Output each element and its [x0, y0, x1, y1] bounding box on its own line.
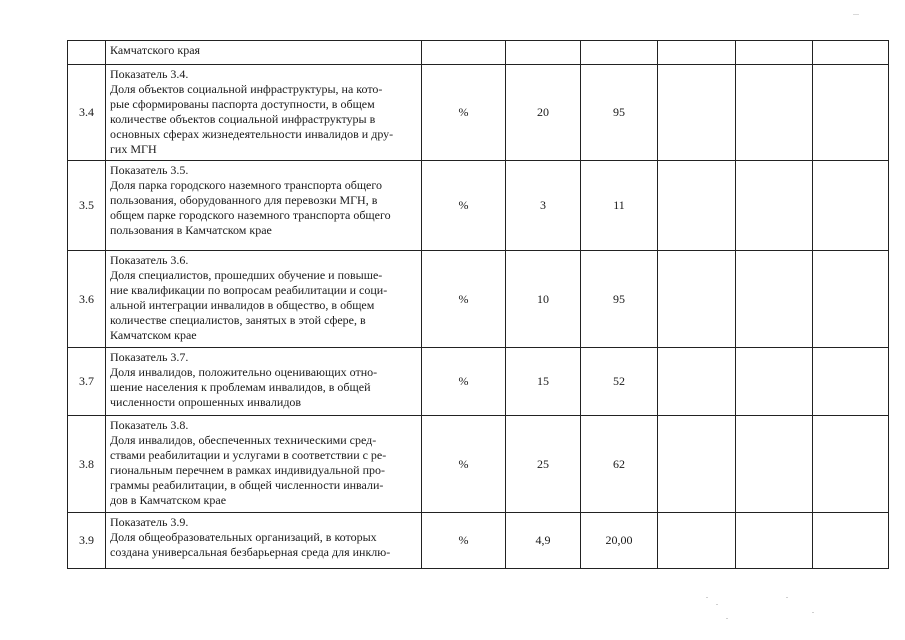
table-row: [68, 65, 889, 161]
indicator-text-line: численности опрошенных инвалидов: [110, 395, 302, 409]
indicator-description: [106, 513, 422, 569]
indicator-text-line: ствами реабилитации и услугами в соответствии с ре-: [110, 448, 387, 462]
scan-speck: [786, 597, 788, 598]
table-row: [68, 416, 889, 513]
indicator-text-line: количестве объектов социальной инфраструктуры в: [110, 112, 376, 126]
empty-value-cell: [736, 65, 813, 161]
empty-value-cell: [736, 416, 813, 513]
indicator-text-line: количестве специалистов, занятых в этой сфере, в: [110, 313, 366, 327]
scan-speck: [706, 597, 708, 598]
indicator-text-line: альной интеграции инвалидов в общество, в общем: [110, 298, 375, 312]
indicator-description: [106, 41, 422, 65]
indicator-description: [106, 348, 422, 416]
base-value-cell: 20: [506, 65, 581, 161]
indicator-text-line: общем парке городского наземного транспорта общего: [110, 208, 391, 222]
indicator-text-line: создана универсальная безбарьерная среда для инклю-: [110, 545, 391, 559]
scan-speck: [716, 604, 718, 605]
target-value-cell: 20,00: [581, 513, 658, 569]
row-number: 3.9: [68, 513, 106, 569]
unit-cell: %: [422, 161, 506, 251]
indicator-text-line: гиональным перечнем в рамках индивидуальной про-: [110, 463, 386, 477]
indicator-text-line: Доля объектов социальной инфраструктуры, на кото-: [110, 82, 383, 96]
indicator-text-line: пользования в Камчатском крае: [110, 223, 272, 237]
target-value-cell: 52: [581, 348, 658, 416]
empty-value-cell: [736, 161, 813, 251]
indicator-description: [106, 161, 422, 251]
table-row: [68, 348, 889, 416]
empty-value-cell: [813, 416, 889, 513]
indicator-title: Показатель 3.4.: [110, 67, 189, 81]
empty-value-cell: [736, 348, 813, 416]
indicator-description: [106, 251, 422, 348]
unit-cell: %: [422, 251, 506, 348]
empty-value-cell: [658, 416, 736, 513]
empty-value-cell: [813, 41, 889, 65]
target-value-cell: 11: [581, 161, 658, 251]
indicator-text-line: Камчатского края: [110, 43, 201, 57]
indicator-text-line: Доля инвалидов, обеспеченных техническими сред-: [110, 433, 377, 447]
indicator-title: Показатель 3.5.: [110, 163, 189, 177]
target-value-cell: [581, 41, 658, 65]
indicator-title: Показатель 3.8.: [110, 418, 189, 432]
indicator-description: [106, 65, 422, 161]
indicator-text-line: ние квалификации по вопросам реабилитации и соци-: [110, 283, 388, 297]
empty-value-cell: [658, 348, 736, 416]
indicator-text-line: рые сформированы паспорта доступности, в общем: [110, 97, 375, 111]
target-value-cell: 95: [581, 251, 658, 348]
empty-value-cell: [658, 513, 736, 569]
unit-cell: %: [422, 416, 506, 513]
row-number: [68, 41, 106, 65]
target-value-cell: 95: [581, 65, 658, 161]
indicator-text-line: пользования, оборудованного для перевозки МГН, в: [110, 193, 378, 207]
empty-value-cell: [658, 251, 736, 348]
indicator-text-line: Камчатском крае: [110, 328, 197, 342]
row-number: 3.8: [68, 416, 106, 513]
indicator-text-line: граммы реабилитации, в общей численности инвали-: [110, 478, 384, 492]
row-number: 3.5: [68, 161, 106, 251]
indicator-description: [106, 416, 422, 513]
unit-cell: %: [422, 65, 506, 161]
empty-value-cell: [736, 41, 813, 65]
indicator-text-line: Доля инвалидов, положительно оценивающих отно-: [110, 365, 378, 379]
target-value-cell: 62: [581, 416, 658, 513]
table-row: [68, 41, 889, 65]
table-row: [68, 161, 889, 251]
indicator-text-line: Доля специалистов, прошедших обучение и повыше-: [110, 268, 383, 282]
empty-value-cell: [658, 65, 736, 161]
unit-cell: [422, 41, 506, 65]
unit-cell: %: [422, 348, 506, 416]
base-value-cell: 25: [506, 416, 581, 513]
empty-value-cell: [736, 251, 813, 348]
empty-value-cell: [658, 161, 736, 251]
indicator-text-line: Доля парка городского наземного транспорта общего: [110, 178, 383, 192]
indicator-text-line: шение населения к проблемам инвалидов, в общей: [110, 380, 371, 394]
empty-value-cell: [813, 65, 889, 161]
indicator-title: Показатель 3.7.: [110, 350, 189, 364]
empty-value-cell: [813, 348, 889, 416]
base-value-cell: 15: [506, 348, 581, 416]
row-number: 3.7: [68, 348, 106, 416]
base-value-cell: [506, 41, 581, 65]
empty-value-cell: [658, 41, 736, 65]
empty-value-cell: [813, 251, 889, 348]
indicator-text-line: гих МГН: [110, 142, 157, 156]
indicator-table: [67, 40, 889, 569]
base-value-cell: 3: [506, 161, 581, 251]
row-number: 3.4: [68, 65, 106, 161]
scan-mark: [853, 14, 859, 15]
empty-value-cell: [813, 513, 889, 569]
scan-speck: [812, 612, 814, 613]
row-number: 3.6: [68, 251, 106, 348]
base-value-cell: 4,9: [506, 513, 581, 569]
unit-cell: %: [422, 513, 506, 569]
indicator-title: Показатель 3.9.: [110, 515, 189, 529]
table-row: [68, 251, 889, 348]
indicator-text-line: основных сферах жизнедеятельности инвалидов и дру-: [110, 127, 394, 141]
indicator-text-line: Доля общеобразовательных организаций, в которых: [110, 530, 377, 544]
indicator-text-line: дов в Камчатском крае: [110, 493, 227, 507]
table-row: [68, 513, 889, 569]
empty-value-cell: [736, 513, 813, 569]
indicator-title: Показатель 3.6.: [110, 253, 189, 267]
empty-value-cell: [813, 161, 889, 251]
base-value-cell: 10: [506, 251, 581, 348]
scan-speck: [726, 618, 728, 619]
